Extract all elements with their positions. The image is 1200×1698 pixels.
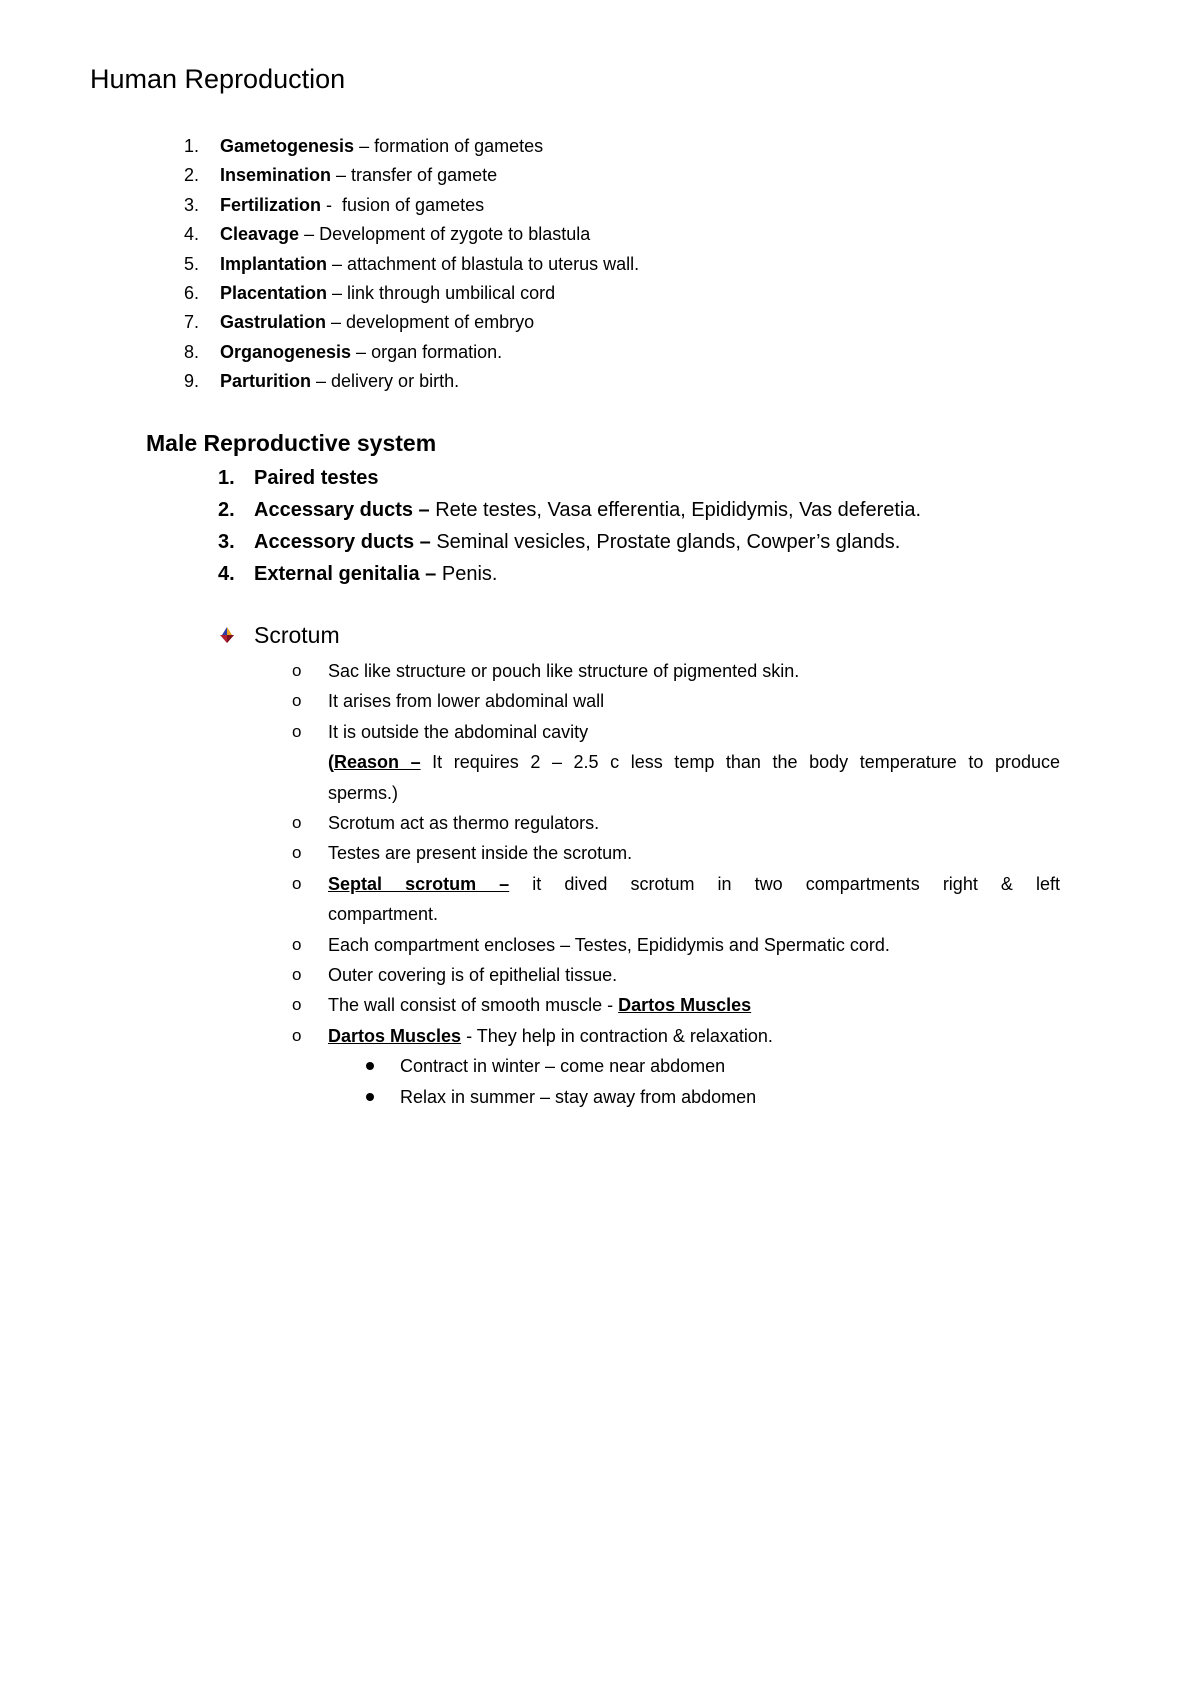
item-number: 5.: [184, 253, 200, 274]
item-text: Relax in summer – stay away from abdomen: [400, 1086, 757, 1107]
item-number: 1.: [218, 467, 235, 489]
reason-text: It requires 2 – 2.5 c less temp than the body temperature to produce: [420, 752, 1060, 773]
item-text: - They help in contraction & relaxation.: [461, 1025, 773, 1046]
item-term: Insemination: [220, 165, 332, 186]
bullet-marker: o: [292, 873, 302, 893]
item-term: Gastrulation: [220, 312, 327, 333]
bullet-dot-icon: [366, 1062, 374, 1070]
page-title: Human Reproduction: [90, 64, 346, 94]
septal-text: it dived scrotum in two compartments right & left: [509, 873, 1060, 894]
item-term: Implantation: [220, 253, 327, 274]
bullet-dot-icon: [366, 1093, 374, 1101]
list-item: [184, 367, 639, 396]
sub-list-item: [290, 1082, 1060, 1112]
septal-continuation: compartment.: [328, 904, 439, 925]
item-text: Contract in winter – come near abdomen: [400, 1056, 726, 1077]
list-item: [184, 161, 639, 190]
arrow-down-icon: [218, 626, 236, 644]
item-term: Accessary ducts –: [254, 499, 430, 521]
reason-continuation: sperms.): [328, 782, 399, 803]
section-heading-male-reproductive-system: Male Reproductive system: [146, 430, 437, 456]
reproduction-stages-list: [184, 132, 639, 397]
item-description: attachment of blastula to uterus wall.: [347, 253, 640, 274]
item-number: 4.: [218, 563, 235, 585]
list-item: [184, 132, 639, 161]
list-item: [290, 808, 1060, 838]
item-term: Fertilization: [220, 194, 322, 215]
item-description: formation of gametes: [374, 136, 544, 156]
item-separator: –: [354, 136, 375, 156]
list-item: [290, 960, 1060, 990]
list-item: [290, 717, 1060, 747]
item-separator: -: [321, 194, 343, 215]
item-number: 3.: [218, 531, 235, 553]
bullet-marker: o: [292, 813, 302, 833]
item-term: Paired testes: [254, 467, 379, 489]
list-item: [290, 930, 1060, 960]
item-description: Penis.: [441, 563, 498, 585]
scrotum-heading-label: Scrotum: [254, 622, 340, 648]
item-text: Each compartment encloses – Testes, Epididymis and Spermatic cord.: [328, 934, 890, 955]
item-description: Rete testes, Vasa efferentia, Epididymis, Vas deferetia.: [435, 499, 922, 521]
item-number: 3.: [184, 194, 200, 215]
dartos-muscles-term: Dartos Muscles: [618, 995, 752, 1016]
item-separator: –: [351, 341, 372, 362]
item-term: Parturition: [220, 371, 312, 392]
item-separator: –: [299, 224, 320, 245]
list-item: [290, 1021, 1060, 1112]
item-separator: –: [327, 253, 348, 274]
bullet-marker: o: [292, 965, 302, 985]
male-parts-list: [218, 462, 921, 590]
item-number: 2.: [218, 499, 235, 521]
bullet-marker: o: [292, 721, 302, 741]
list-item: [218, 462, 921, 494]
item-text: Outer covering is of epithelial tissue.: [328, 965, 618, 986]
item-term: Placentation: [220, 283, 328, 304]
list-item: [218, 494, 921, 526]
item-text: The wall consist of smooth muscle -: [328, 995, 619, 1016]
item-separator: –: [326, 312, 347, 333]
item-description: Development of zygote to blastula: [319, 224, 591, 245]
reason-note: [290, 747, 1060, 808]
bullet-marker: o: [292, 843, 302, 863]
item-text: Testes are present inside the scrotum.: [328, 843, 633, 864]
item-text: It is outside the abdominal cavity: [328, 721, 589, 742]
list-item: [290, 990, 1060, 1020]
item-description: link through umbilical cord: [347, 283, 556, 304]
dartos-sub-list: [290, 1051, 1060, 1112]
item-text: Sac like structure or pouch like structure of pigmented skin.: [328, 661, 800, 681]
sub-list-item: [290, 1051, 1060, 1081]
item-separator: –: [327, 283, 348, 304]
bullet-marker: o: [292, 1025, 302, 1045]
item-number: 1.: [184, 136, 200, 156]
item-separator: –: [311, 371, 332, 392]
item-term: Gametogenesis: [220, 136, 355, 156]
item-description: development of embryo: [346, 312, 535, 333]
list-item: [290, 869, 1060, 930]
septal-line: [328, 869, 1060, 899]
bullet-marker: o: [292, 691, 302, 711]
item-number: 8.: [184, 341, 200, 362]
item-description: delivery or birth.: [331, 371, 460, 392]
list-item: [218, 558, 921, 590]
list-item: [184, 308, 639, 337]
list-item: [184, 338, 639, 367]
list-item: [290, 838, 1060, 868]
item-term: Accessory ducts –: [254, 531, 431, 553]
list-item: [184, 220, 639, 249]
item-number: 7.: [184, 312, 200, 333]
item-description: organ formation.: [371, 341, 503, 362]
item-description: fusion of gametes: [342, 194, 485, 215]
item-separator: –: [331, 165, 352, 186]
bullet-marker: o: [292, 661, 302, 680]
reason-label: Reason –: [334, 752, 421, 773]
item-number: 4.: [184, 224, 200, 245]
list-item: [184, 250, 639, 279]
list-item: [290, 656, 1060, 686]
item-term: Organogenesis: [220, 341, 352, 362]
item-term: Cleavage: [220, 224, 300, 245]
item-description: Seminal vesicles, Prostate glands, Cowper’s glands.: [436, 531, 901, 553]
bullet-marker: o: [292, 934, 302, 954]
item-term: External genitalia –: [254, 563, 437, 585]
item-number: 2.: [184, 165, 200, 186]
item-description: transfer of gamete: [351, 165, 498, 186]
item-number: 6.: [184, 283, 200, 304]
septal-scrotum-label: Septal scrotum –: [328, 873, 510, 894]
item-text: It arises from lower abdominal wall: [328, 691, 605, 712]
list-item: [218, 526, 921, 558]
list-item: [184, 279, 639, 308]
item-number: 9.: [184, 371, 200, 392]
list-item: [184, 191, 639, 220]
list-item: [290, 686, 1060, 716]
scrotum-points-list: [290, 656, 1060, 1112]
dartos-muscles-term: Dartos Muscles: [328, 1025, 462, 1046]
item-text: Scrotum act as thermo regulators.: [328, 813, 600, 834]
reason-open-paren: (: [328, 752, 334, 773]
bullet-marker: o: [292, 995, 302, 1015]
reason-line: [328, 747, 1060, 777]
